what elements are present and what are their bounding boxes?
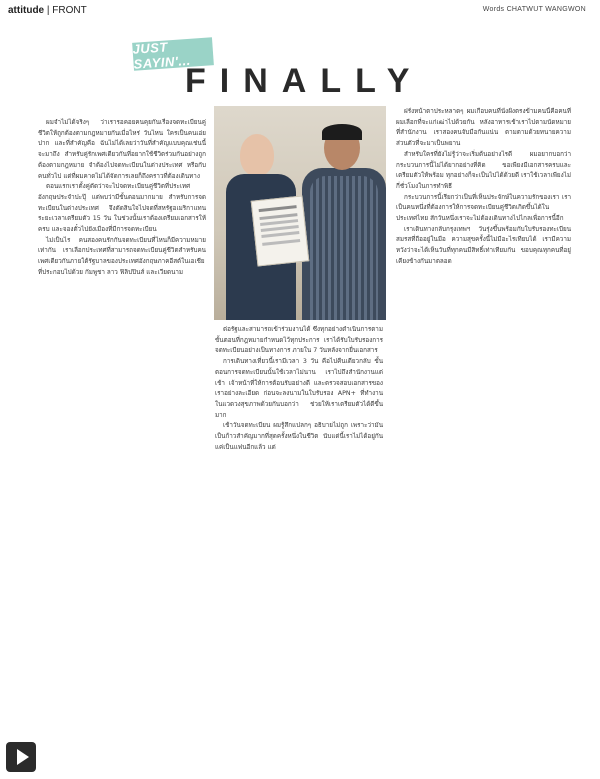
- paragraph: สำหรับใครที่ยังไม่รู้ว่าจะเริ่มต้นอย่างไรดี ผมอยากบอกว่ากระบวนการนี้ไม่ได้ยากอย่างที่คิด ขอเพียงมีเอกสารครบและเตรียมตัวให้พร้อม ทุกอย่างก็จะเป็นไปได้ด้วยดี เราใช้เวลาเพียงไม่กี่ชั่วโมงในการทำพิธี: [396, 150, 571, 190]
- paragraph: ผมจำไม่ได้จริงๆ ว่าเรารอคอยคนคุยกันเรื่องจดทะเบียนคู่ชีวิตให้ถูกต้องตามกฎหมายกันเมื่อไหร่ วันไหน ใครเป็นคนเอ่ยปาก และที่สำคัญคือ ฉันไม่ได้เลยว่าวันที่สำคัญแบบคุณเช่นนี้จะมาถึง สำหรับคู่รักเพศเดียวกันที่อยากใช้ชีวิตร่วมกันอย่างถูกต้องตามกฎหมาย จำต้องไปจดทะเบียนในต่างประเทศ หรือกับคนทั่วไป แต่ที่ผมคาดไม่ได้จัดการเลยก็ถึงคราวที่ต้องเดินทาง: [38, 119, 206, 180]
- kicker-text: JUST SAYIN'...: [132, 39, 192, 72]
- play-button[interactable]: [6, 742, 36, 772]
- person-right: [302, 126, 386, 320]
- paragraph: ตอนแรกเราตั้งคู่ตัดว่าจะไปจดทะเบียนคู่ชีวิตที่ประเทศอังกฤษประจำปะปุ๊ แต่พบว่ามีขั้นตอนมากมาย สำหรับการจดทะเบียนในต่างประเทศ จึงตัดสินใจไปจดที่สหรัฐอเมริกาแทน ระยะเวลาเตรียมตัว 15 วัน ในช่วงนั้นเราต้องเตรียมเอกสารให้ครบ และจองตั๋วไปยังเมืองที่มีการจดทะเบียน: [38, 183, 206, 234]
- article-column-3: [396, 107, 571, 772]
- paragraph: กระบวนการนี้เรียกว่าเป็นที่เห็นประจักษ์ในความรักของเรา เราเป็นคนหนึ่งที่ต้องการให้การจดทะเบียนคู่ชีวิตเกิดขึ้นได้ในประเทศไทย สักวันหนึ่งเราจะไม่ต้องเดินทางไปไกลเพื่อการนี้อีก: [396, 193, 571, 223]
- paragraph: ฝรั่งหน้าตาประหลาดๆ ผมเกือบคนที่นั่งฝั่งตรงข้ามคนนี้คือคนที่ผมเลือกที่จะแก่เฒ่าไปด้วยกัน หลังอาหารเช้าเราไปตามนัดหมายที่สำนักงาน เราสองคนจับมือกันแน่น ตามตามด้วยทนายความส่วนตัวที่จะมาเป็นพยาน: [396, 108, 571, 148]
- author-credit: Words CHATWUT WANGWON: [482, 6, 586, 13]
- page-header: [0, 0, 600, 22]
- paragraph: เราเดินทางกลับกรุงเทพฯ วันรุ่งขึ้นพร้อมกับใบรับรองทะเบียนสมรสที่ถืออยู่ในมือ ความสุขครั้งนี้ไม่มีอะไรเทียบได้ เรามีความหวังว่าจะได้เห็นวันที่ทุกคนมีสิทธิ์เท่าเทียมกัน ขอบคุณทุกคนที่อยู่เคียงข้างกันมาตลอด: [396, 225, 571, 265]
- section-tag: [8, 5, 87, 16]
- section-brand: attitude: [8, 5, 45, 16]
- article-photo: [214, 106, 386, 320]
- certificate-icon: [251, 195, 310, 266]
- section-name: FRONT: [52, 5, 87, 16]
- article-column-2: [215, 325, 383, 775]
- paragraph: เช้าวันจดทะเบียน ผมรู้สึกแปลกๆ อธิบายไม่ถูก เพราะว่ามันเป็นก้าวสำคัญมากที่สุดครั้งหนึ่งในชีวิต นับแต่นี้เราไม่ได้อยู่กันแค่เป็นแฟนอีกแล้ว แต่: [215, 422, 383, 451]
- paragraph: ไม่เป็นไร คนสองคนรักกันจดทะเบียนที่ไหนก็มีความหมายเท่ากัน เราเลือกประเทศที่สามารถจดทะเบียนคู่ชีวิตสำหรับคนเพศเดียวกันภายใต้รัฐบาลของประเทศอังกฤษภาคอีสต์ในเอเชีย ที่ประกอบไปด้วย กัมพูชา ลาว ฟิลิปปินส์ และเวียดนาม: [38, 236, 206, 276]
- article-column-1: [38, 118, 206, 774]
- article-headline: FINALLY: [185, 62, 424, 100]
- paragraph: การเดินทางเที่ยวนี้เรามีเวลา 3 วัน คือไปคืนเดียวกลับ ขั้นตอนการจดทะเบียนนั้นใช้เวลาไม่นาน เราไปถึงสำนักงานแต่เช้า เจ้าหน้าที่ให้การต้อนรับอย่างดี และตรวจสอบเอกสารของเราอย่างละเอียด ก่อนจะลงนามในใบรับรอง APN+ ที่ทำงานในแวดวงสุขภาพด้วยกันบอกว่า ช่วยให้เราเตรียมตัวได้ดีขึ้นมาก: [215, 358, 383, 419]
- paragraph: ต่อรัฐและสามารถเข้าร่วมงานได้ ซึ่งทุกอย่างดำเนินการตามขั้นตอนที่กฎหมายกำหนดไว้ทุกประการ เราได้รับใบรับรองการจดทะเบียนอย่างเป็นทางการ ภายใน 7 วันหลังจากยื่นเอกสาร: [215, 326, 383, 355]
- section-separator: |: [44, 5, 53, 16]
- play-icon: [17, 749, 29, 765]
